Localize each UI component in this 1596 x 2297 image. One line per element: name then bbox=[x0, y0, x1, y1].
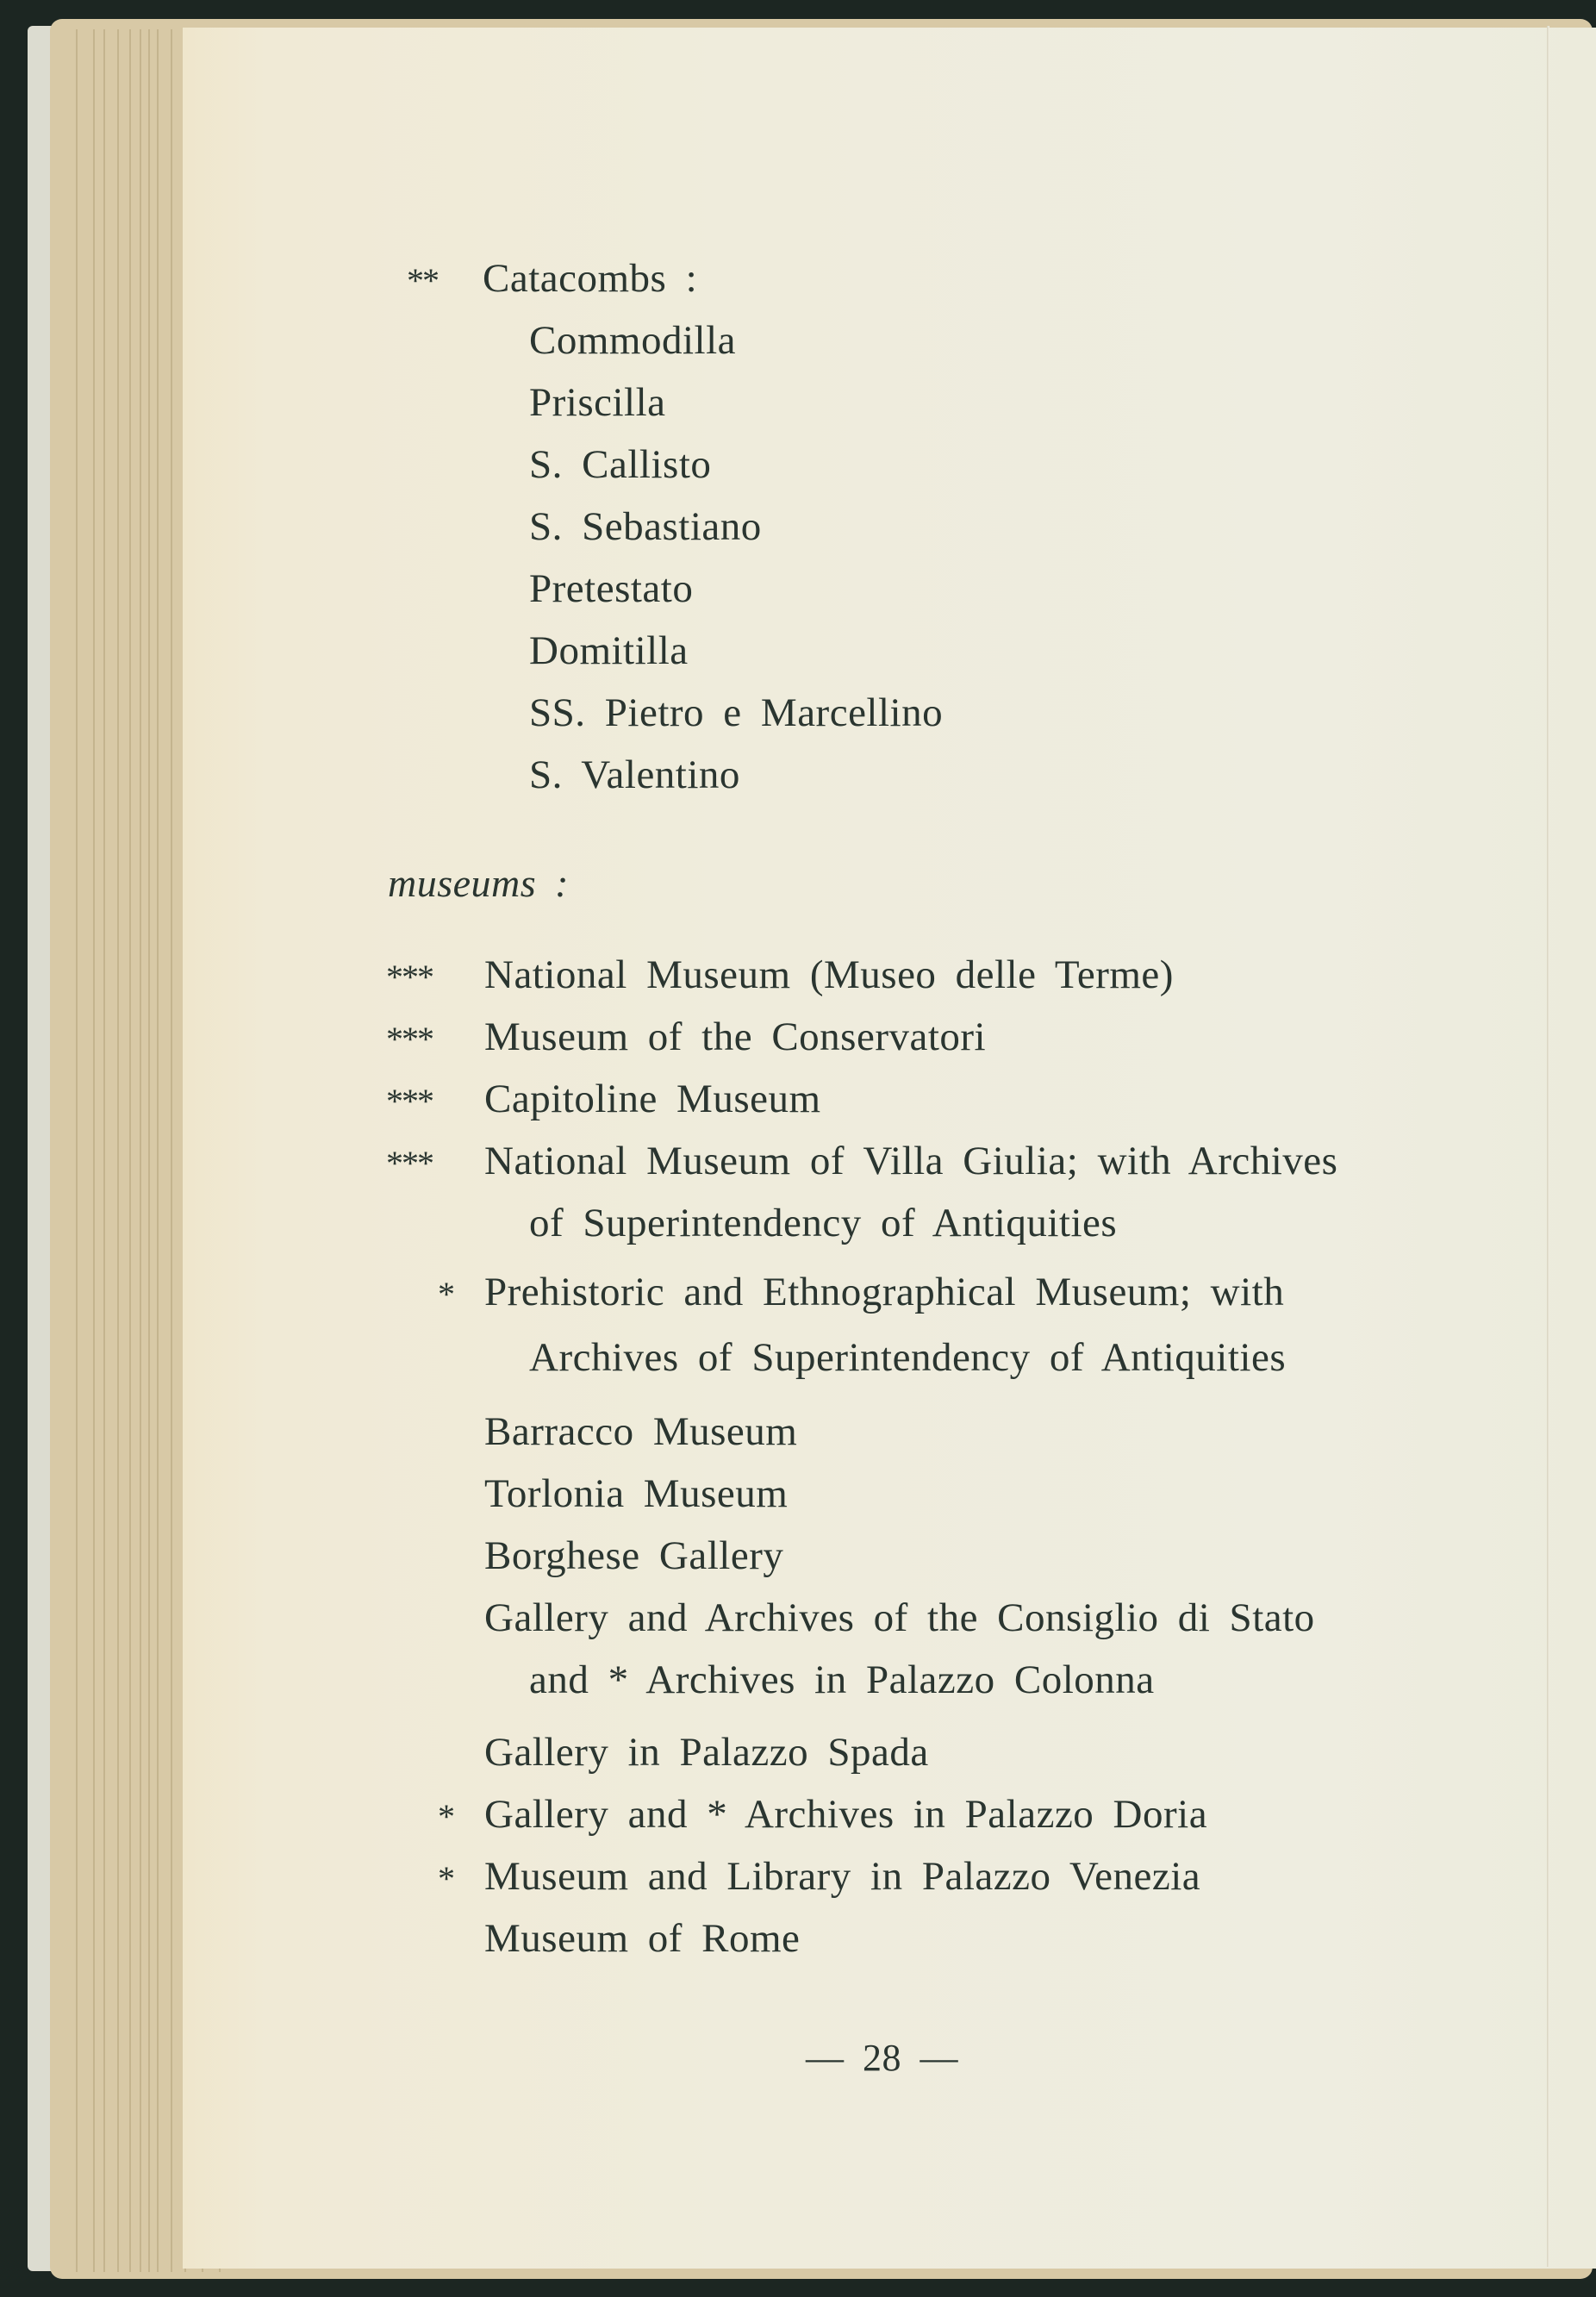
rating-stars: *** bbox=[386, 958, 433, 996]
museum-entry-continuation: and * Archives in Palazzo Colonna bbox=[529, 1657, 1155, 1702]
page-number: — 28 — bbox=[806, 2037, 958, 2079]
museum-entry: Museum of Rome bbox=[484, 1916, 801, 1961]
catacomb-item: S. Callisto bbox=[529, 442, 712, 487]
catacomb-item: Domitilla bbox=[529, 628, 689, 673]
museum-entry: National Museum (Museo delle Terme) bbox=[484, 952, 1174, 997]
rating-stars: *** bbox=[386, 1144, 433, 1183]
rating-stars: * bbox=[438, 1859, 453, 1898]
rating-stars: ** bbox=[407, 261, 438, 300]
catacomb-item: Pretestato bbox=[529, 566, 694, 611]
museum-entry: Barracco Museum bbox=[484, 1409, 798, 1454]
catacomb-item: S. Valentino bbox=[529, 752, 740, 797]
museum-entry: Gallery and Archives of the Consiglio di Stato bbox=[484, 1595, 1315, 1640]
museum-entry: Capitoline Museum bbox=[484, 1077, 821, 1121]
museum-entry: Museum and Library in Palazzo Venezia bbox=[484, 1854, 1201, 1899]
page-fold bbox=[1547, 26, 1549, 2267]
catacomb-item: Priscilla bbox=[529, 380, 666, 425]
museum-entry-continuation: of Superintendency of Antiquities bbox=[529, 1201, 1118, 1245]
museum-entry: Museum of the Conservatori bbox=[484, 1014, 987, 1059]
museum-entry: Gallery and * Archives in Palazzo Doria bbox=[484, 1792, 1208, 1837]
museum-entry: Borghese Gallery bbox=[484, 1533, 784, 1578]
museum-entry: Gallery in Palazzo Spada bbox=[484, 1730, 929, 1775]
catacomb-item: Commodilla bbox=[529, 318, 736, 363]
museums-heading: museums : bbox=[388, 861, 569, 905]
museum-entry: Torlonia Museum bbox=[484, 1471, 789, 1516]
rating-stars: *** bbox=[386, 1082, 433, 1120]
catacomb-item: S. Sebastiano bbox=[529, 504, 762, 549]
rating-stars: * bbox=[438, 1275, 453, 1314]
rating-stars: *** bbox=[386, 1020, 433, 1058]
rating-stars: * bbox=[438, 1797, 453, 1836]
catacomb-item: SS. Pietro e Marcellino bbox=[529, 690, 944, 735]
museum-entry: National Museum of Villa Giulia; with Archives bbox=[484, 1139, 1338, 1183]
museum-entry: Prehistoric and Ethnographical Museum; with bbox=[484, 1270, 1285, 1314]
museum-entry-continuation: Archives of Superintendency of Antiquities bbox=[529, 1335, 1287, 1380]
catacombs-heading: Catacombs : bbox=[483, 256, 698, 301]
